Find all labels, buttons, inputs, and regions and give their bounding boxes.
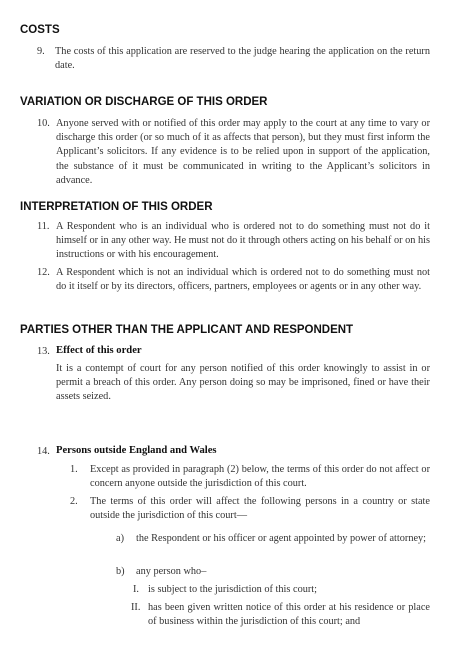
heading-costs: COSTS <box>20 24 60 36</box>
paragraph-13-text: It is a contempt of court for any person notified of this order knowingly to assist in or permit a breach of this order. Any person doing so may be imprisoned, fined or have their assets seized. <box>56 363 430 403</box>
paragraph-14-title: Persons outside England and Wales <box>56 445 217 456</box>
subparagraph-number-2: 2. <box>70 496 78 507</box>
paragraph-number-11: 11. <box>37 221 50 232</box>
paragraph-9-text: The costs of this application are reserved to the judge hearing the application on the return date. <box>55 46 430 72</box>
subparagraph-number-1: 1. <box>70 464 78 475</box>
subparagraph-1-text: Except as provided in paragraph (2) below, the terms of this order do not affect or concern anyone outside the jurisdiction of this court. <box>90 464 430 490</box>
item-b-text: any person who– <box>136 566 207 577</box>
clause-ii-text: has been given written notice of this order at his residence or place of business within the jurisdiction of this court; and <box>148 602 430 628</box>
clause-number-i: I. <box>133 584 140 595</box>
paragraph-13-title: Effect of this order <box>56 345 142 356</box>
clause-number-ii: II. <box>131 602 141 613</box>
item-number-a: a) <box>116 533 124 544</box>
paragraph-number-14: 14. <box>37 446 50 457</box>
paragraph-number-9: 9. <box>37 46 45 57</box>
paragraph-11-text: A Respondent who is an individual who is ordered not to do something must not do it himself or in any other way. He must not do it through others acting on his behalf or on his instructions or with his encouragement. <box>56 221 430 261</box>
heading-interpretation: INTERPRETATION OF THIS ORDER <box>20 201 213 213</box>
clause-i-text: is subject to the jurisdiction of this court; <box>148 584 318 595</box>
heading-variation: VARIATION OR DISCHARGE OF THIS ORDER <box>20 96 268 108</box>
paragraph-number-13: 13. <box>37 346 50 357</box>
item-a-text: the Respondent or his officer or agent appointed by power of attorney; <box>136 533 427 544</box>
paragraph-10-text: Anyone served with or notified of this order may apply to the court at any time to vary or discharge this order (or so much of it as affects that person), but they must first inform the Applicant’s solicitors. If any evidence is to be relied upon in support of the application, the substance of it must be communicated in writing to the Applicant’s solicitors in advance. <box>56 118 430 186</box>
item-number-b: b) <box>116 566 125 577</box>
paragraph-number-10: 10. <box>37 118 50 129</box>
heading-parties: PARTIES OTHER THAN THE APPLICANT AND RESPONDENT <box>20 324 354 336</box>
subparagraph-2-text: The terms of this order will affect the following persons in a country or state outside the jurisdiction of this court— <box>90 496 430 522</box>
paragraph-12-text: A Respondent which is not an individual which is ordered not to do something must not do it itself or by its directors, officers, partners, employees or agents or in any other way. <box>56 267 430 293</box>
paragraph-number-12: 12. <box>37 267 50 278</box>
